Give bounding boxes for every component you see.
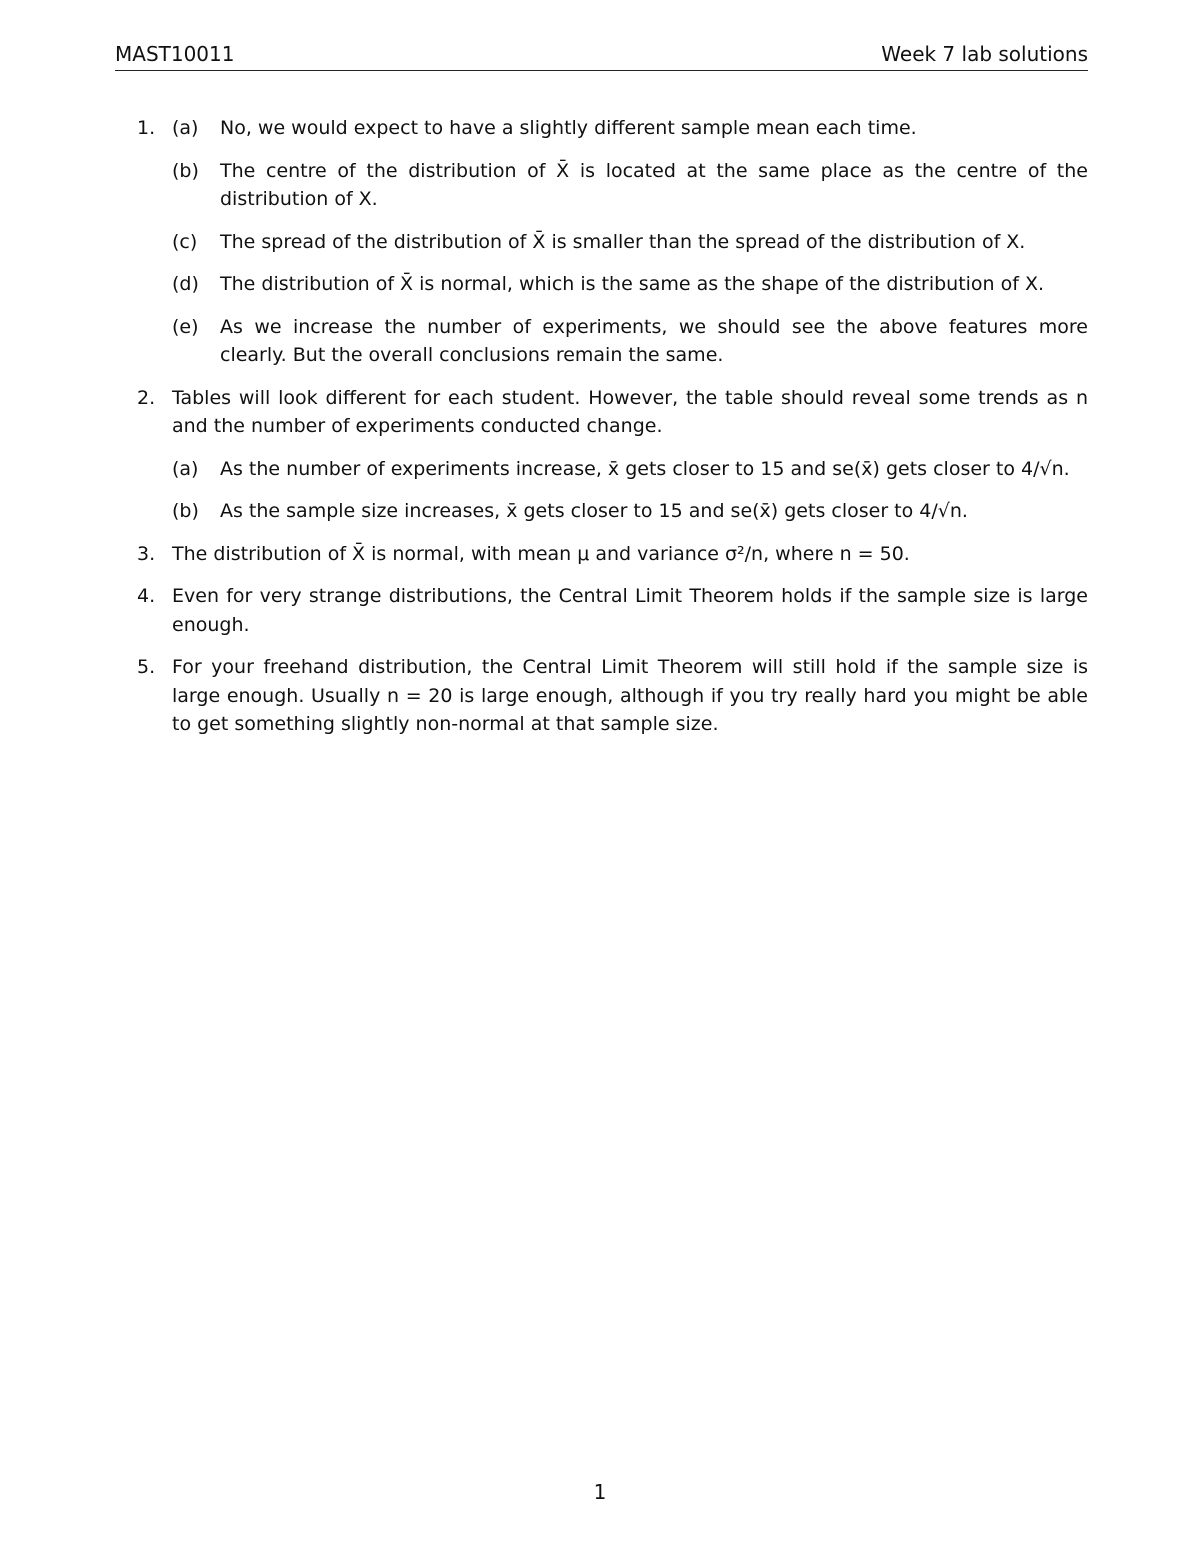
answer-1d: [172, 270, 1088, 299]
answer-text: The spread of the distribution of X̄ is smaller than the spread of the distribution of X.: [220, 230, 1026, 253]
question-number: 3.: [137, 542, 156, 565]
answer-1a: [172, 114, 1088, 143]
answer-2a: [172, 455, 1088, 484]
question-3: [137, 540, 1088, 569]
question-4: [137, 582, 1088, 639]
question-1: [137, 114, 1088, 370]
part-label: (d): [172, 273, 199, 295]
part-label: (a): [172, 117, 199, 139]
answer-2b: [172, 497, 1088, 526]
answer-text: For your freehand distribution, the Central Limit Theorem will still hold if the sample size is large enough. Usually n = 20 is large enough, although if you try really hard you might be able to get something slightly non-normal at that sample size.: [172, 656, 1088, 735]
answer-1e: [172, 313, 1088, 370]
question-number: 4.: [137, 585, 156, 607]
answer-text: As we increase the number of experiments, we should see the above features more clearly. But the overall conclusions remain the same.: [220, 315, 1088, 366]
part-label: (b): [172, 500, 199, 522]
answer-text: The distribution of X̄ is normal, with mean μ and variance σ²/n, where n = 50.: [172, 542, 910, 565]
page-header: [115, 38, 1088, 71]
answer-2-intro: Tables will look different for each student. However, the table should reveal some trends as n and the number of experiments conducted change.: [172, 386, 1088, 437]
answer-text: As the sample size increases, x̄ gets closer to 15 and se(x̄) gets closer to 4/√n.: [220, 500, 968, 522]
page-number: 1: [593, 1480, 607, 1504]
answer-text: As the number of experiments increase, x̄ gets closer to 15 and se(x̄) gets closer to 4/√n.: [220, 457, 1070, 480]
question-5: [137, 653, 1088, 739]
part-label: (e): [172, 315, 199, 338]
question-number: 5.: [137, 656, 156, 678]
part-label: (c): [172, 230, 198, 253]
answer-text: The centre of the distribution of X̄ is located at the same place as the centre of the distribution of X.: [220, 159, 1088, 210]
answer-1b: [172, 157, 1088, 214]
question-number: 1.: [137, 117, 156, 139]
course-code: MAST10011: [115, 42, 235, 66]
part-label: (b): [172, 159, 199, 182]
answer-text: The distribution of X̄ is normal, which is the same as the shape of the distribution of X.: [220, 273, 1045, 295]
answer-text: No, we would expect to have a slightly different sample mean each time.: [220, 117, 917, 139]
solutions-list: [137, 114, 1088, 753]
answer-1c: [172, 228, 1088, 257]
answer-text: Even for very strange distributions, the Central Limit Theorem holds if the sample size is large enough.: [172, 585, 1088, 636]
part-label: (a): [172, 457, 199, 480]
question-number: 2.: [137, 386, 156, 409]
question-2: [137, 384, 1088, 526]
document-title: Week 7 lab solutions: [881, 42, 1088, 66]
